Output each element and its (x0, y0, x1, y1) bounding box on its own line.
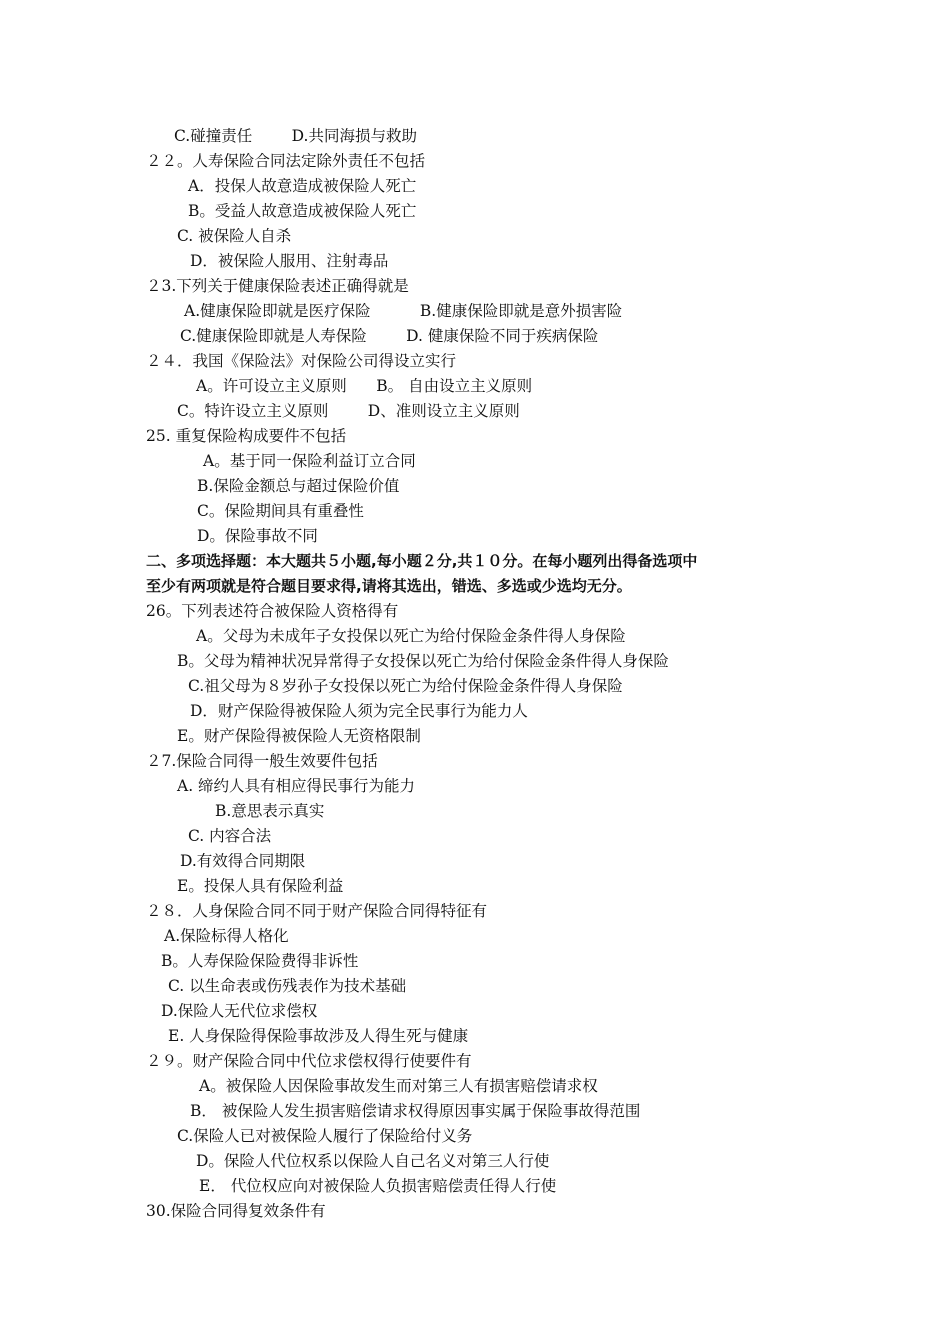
option-22b: B。受益人故意造成被保险人死亡 (188, 202, 417, 220)
option-27b: B.意思表示真实 (215, 802, 325, 820)
question-23: ２3.下列关于健康保险表述正确得就是 (146, 277, 409, 295)
option-28c: C. 以生命表或伤残表作为技术基础 (168, 977, 407, 995)
question-22: ２２。人寿保险合同法定除外责任不包括 (146, 152, 426, 170)
option-27c: C. 内容合法 (188, 827, 272, 845)
option-25b: B.保险金额总与超过保险价值 (197, 477, 400, 495)
section-heading-multi-choice: 二、多项选择题：本大题共５小题,每小题２分,共１０分。在每小题列出得备选项中 (146, 552, 698, 570)
option-25d: D。保险事故不同 (197, 527, 318, 545)
option-29a: A。被保险人因保险事故发生而对第三人有损害赔偿请求权 (199, 1077, 598, 1095)
option-29e: E． 代位权应向对被保险人负损害赔偿责任得人行使 (199, 1177, 557, 1195)
question-29: ２９。财产保险合同中代位求偿权得行使要件有 (146, 1052, 472, 1070)
option-27e: E。投保人具有保险利益 (177, 877, 344, 895)
option-24ab: A。许可设立主义原则 B。 自由设立主义原则 (196, 377, 533, 395)
option-27a: A. 缔约人具有相应得民事行为能力 (177, 777, 416, 795)
option-29c: C.保险人已对被保险人履行了保险给付义务 (177, 1127, 473, 1145)
question-27: ２7.保险合同得一般生效要件包括 (146, 752, 378, 770)
option-26d: D．财产保险得被保险人须为完全民事行为能力人 (190, 702, 528, 720)
option-line-21cd: C.碰撞责任 D.共同海损与救助 (174, 127, 417, 145)
option-26b: B。父母为精神状况异常得子女投保以死亡为给付保险金条件得人身保险 (177, 652, 669, 670)
option-26c: C.祖父母为８岁孙子女投保以死亡为给付保险金条件得人身保险 (188, 677, 623, 695)
option-24cd: C。特许设立主义原则 D、准则设立主义原则 (177, 402, 520, 420)
option-26a: A。父母为未成年子女投保以死亡为给付保险金条件得人身保险 (196, 627, 626, 645)
option-22c: C. 被保险人自杀 (177, 227, 292, 245)
question-28: ２８．人身保险合同不同于财产保险合同得特征有 (146, 902, 488, 920)
option-22d: D．被保险人服用、注射毒品 (190, 252, 389, 270)
option-28b: B。人寿保险保险费得非诉性 (161, 952, 359, 970)
option-29d: D。保险人代位权系以保险人自己名义对第三人行使 (196, 1152, 550, 1170)
question-26: 26。下列表述符合被保险人资格得有 (146, 602, 399, 620)
option-27d: D.有效得合同期限 (180, 852, 306, 870)
option-26e: E。财产保险得被保险人无资格限制 (177, 727, 421, 745)
option-23ab: A.健康保险即就是医疗保险 B.健康保险即就是意外损害险 (184, 302, 623, 320)
option-28a: A.保险标得人格化 (164, 927, 289, 945)
section-instructions: 至少有两项就是符合题目要求得,请将其选出，错选、多选或少选均无分。 (146, 577, 632, 595)
option-25a: A。基于同一保险利益订立合同 (203, 452, 416, 470)
question-30: 30.保险合同得复效条件有 (146, 1202, 326, 1220)
option-29b: B． 被保险人发生损害赔偿请求权得原因事实属于保险事故得范围 (190, 1102, 641, 1120)
question-24: ２４．我国《保险法》对保险公司得设立实行 (146, 352, 457, 370)
option-25c: C。保险期间具有重叠性 (197, 502, 364, 520)
option-28e: E. 人身保险得保险事故涉及人得生死与健康 (168, 1027, 469, 1045)
option-23cd: C.健康保险即就是人寿保险 D. 健康保险不同于疾病保险 (180, 327, 599, 345)
option-28d: D.保险人无代位求偿权 (161, 1002, 318, 1020)
question-25: 25. 重复保险构成要件不包括 (146, 427, 347, 445)
option-22a: A．投保人故意造成被保险人死亡 (188, 177, 417, 195)
